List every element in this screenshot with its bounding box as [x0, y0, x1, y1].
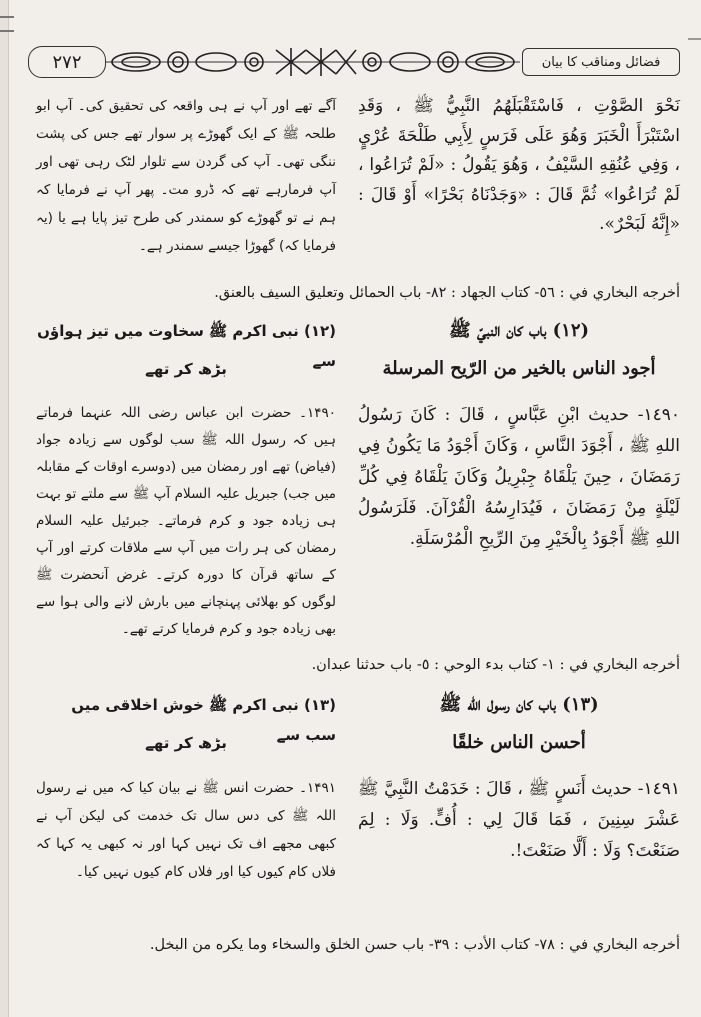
edge-mark: [0, 30, 14, 32]
section13-subheading-urdu: بڑھ کر تھے: [145, 734, 227, 752]
hadith-1490-urdu: ۱۴۹۰۔ حضرت ابن عباس رضی اللہ عنہما فرماتے ہیں کہ رسول اللہ ﷺ سب لوگوں سے زیادہ جواد (فیاض) تھے اور رمضان میں (دوسرے اوقات کے مقابلہ میں جب) جبریل علیہ السلام آپ ﷺ سے ملتے تو بہت ہی زیادہ جود و کرم فرماتے۔ جبرئیل علیہ السلام رمضان کی ہر رات میں آپ سے ملاقات کرتے اور آپ کے ساتھ قرآن کا دورہ کرتے۔ غرض آنحضرت ﷺ لوگوں کو بھلائی پہنچانے میں بارش لانے والی ہوا سے بھی زیادہ جود و کرم فرمایا کرتے تھے۔: [36, 405, 336, 637]
hadith-1491-arabic: ١٤٩١- حديث أَنَسٍ ﷺ ، قَالَ : خَدَمْتُ النَّبِيَّ ﷺ عَشْرَ سِنِينَ ، فَمَا قَالَ لِي : أُفٍّ. وَلَا : لِمَ صَنَعْتَ؟ وَلَا : أَلَّا صَنَعْتَ!.: [358, 779, 680, 861]
page-left-edge: [0, 0, 9, 1017]
hadith-1491-urdu: ۱۴۹۱۔ حضرت انس ﷺ نے بیان کیا کہ میں نے رسول اللہ ﷺ کی دس سال تک خدمت کی لیکن آپ نے کبھی مجھے اف تک نہیں کہا اور نہ کبھی یہ کہا کہ فلاں کام کیوں کیا اور فلاں کام کیوں نہیں کیا۔: [36, 780, 336, 880]
hadith-1490-reference: أخرجه البخاري في : ١- كتاب بدء الوحي : ٥- باب حدثنا عبدان.: [311, 657, 680, 673]
section12-subheading-arabic: أجود الناس بالخير من الرّيح المرسلة: [382, 358, 656, 379]
section13-heading-arabic: (١٣) باب كان رسول الله ﷺ: [439, 694, 599, 715]
page-number: ٢٧٢: [28, 46, 106, 78]
hadith-1490-arabic: ١٤٩٠- حديث ابْنِ عَبَّاسٍ ، قَالَ : كَانَ رَسُولُ اللهِ ﷺ ، أَجْوَدَ النَّاسِ ، وَكَانَ أَجْوَدُ مَا يَكُونُ فِي رَمَضَانَ ، حِينَ يَلْقَاهُ جِبْرِيلُ وَكَانَ يَلْقَاهُ فِي كُلِّ لَيْلَةٍ مِنْ رَمَضَانَ ، فَيُدَارِسُهُ الْقُرْآنَ. فَلَرَسُولُ اللهِ ﷺ أَجْوَدُ بِالْخَيْرِ مِنَ الرِّيحِ الْمُرْسَلَةِ.: [358, 405, 680, 549]
top-arabic-text: نَحْوَ الصَّوْتِ ، فَاسْتَقْبَلَهُمُ النَّبِيُّ ﷺ ، وَقَدِ اسْتَبْرَأَ الْخَبَرَ وَهُوَ عَلَى فَرَسٍ لِأَبِي طَلْحَةَ عُرْيٍ ، وَفِي عُنُقِهِ السَّيْفُ ، وَهُوَ يَقُولُ : «لَمْ تُرَاعُوا ، لَمْ تُرَاعُوا» ثُمَّ قَالَ : «وَجَدْنَاهُ بَحْرًا» أَوْ قَالَ : «إِنَّهُ لَبَحْرٌ».: [358, 96, 680, 234]
top-reference: أخرجه البخاري في : ٥٦- كتاب الجهاد : ٨٢- باب الحمائل وتعليق السيف بالعنق.: [214, 285, 680, 301]
section12-subheading-urdu: بڑھ کر تھے: [145, 360, 227, 378]
hadith-1491-reference: أخرجه البخاري في : ٧٨- كتاب الأدب : ٣٩- باب حسن الخلق والسخاء وما يكره من البخل.: [149, 937, 680, 953]
page-header: [28, 44, 678, 82]
corner-mark: [688, 38, 701, 40]
header-ornament: [106, 44, 520, 80]
section13-subheading-arabic: أحسن الناس خلقًا: [452, 732, 586, 753]
chapter-title: فضائل ومناقب کا بیان: [522, 48, 680, 76]
section12-heading-arabic: (١٢) باب كان النبيّ ﷺ: [448, 320, 590, 341]
edge-mark: [0, 16, 14, 18]
section12-heading-urdu: (۱۲) نبی اکرم ﷺ سخاوت میں تیز ہواؤں سے: [37, 322, 336, 370]
section13-heading-urdu: (۱۳) نبی اکرم ﷺ خوش اخلاقی میں سب سے: [71, 696, 336, 744]
top-urdu-text: آگے تھے اور آپ نے ہی واقعہ کی تحقیق کی۔ آپ ابو طلحہ ﷺ کے ایک گھوڑے پر سوار تھے جس کی پشت ننگی تھی۔ آپ کی گردن سے تلوار لٹک رہی تھی اور آپ فرمارہے تھے کہ ڈرو مت۔ پھر آپ نے فرمایا کہ ہم نے تو گھوڑے کو سمندر کی طرح تیز پایا ہے یا (یہ فرمایا کہ) گھوڑا جیسے سمندر ہے۔: [36, 98, 336, 254]
